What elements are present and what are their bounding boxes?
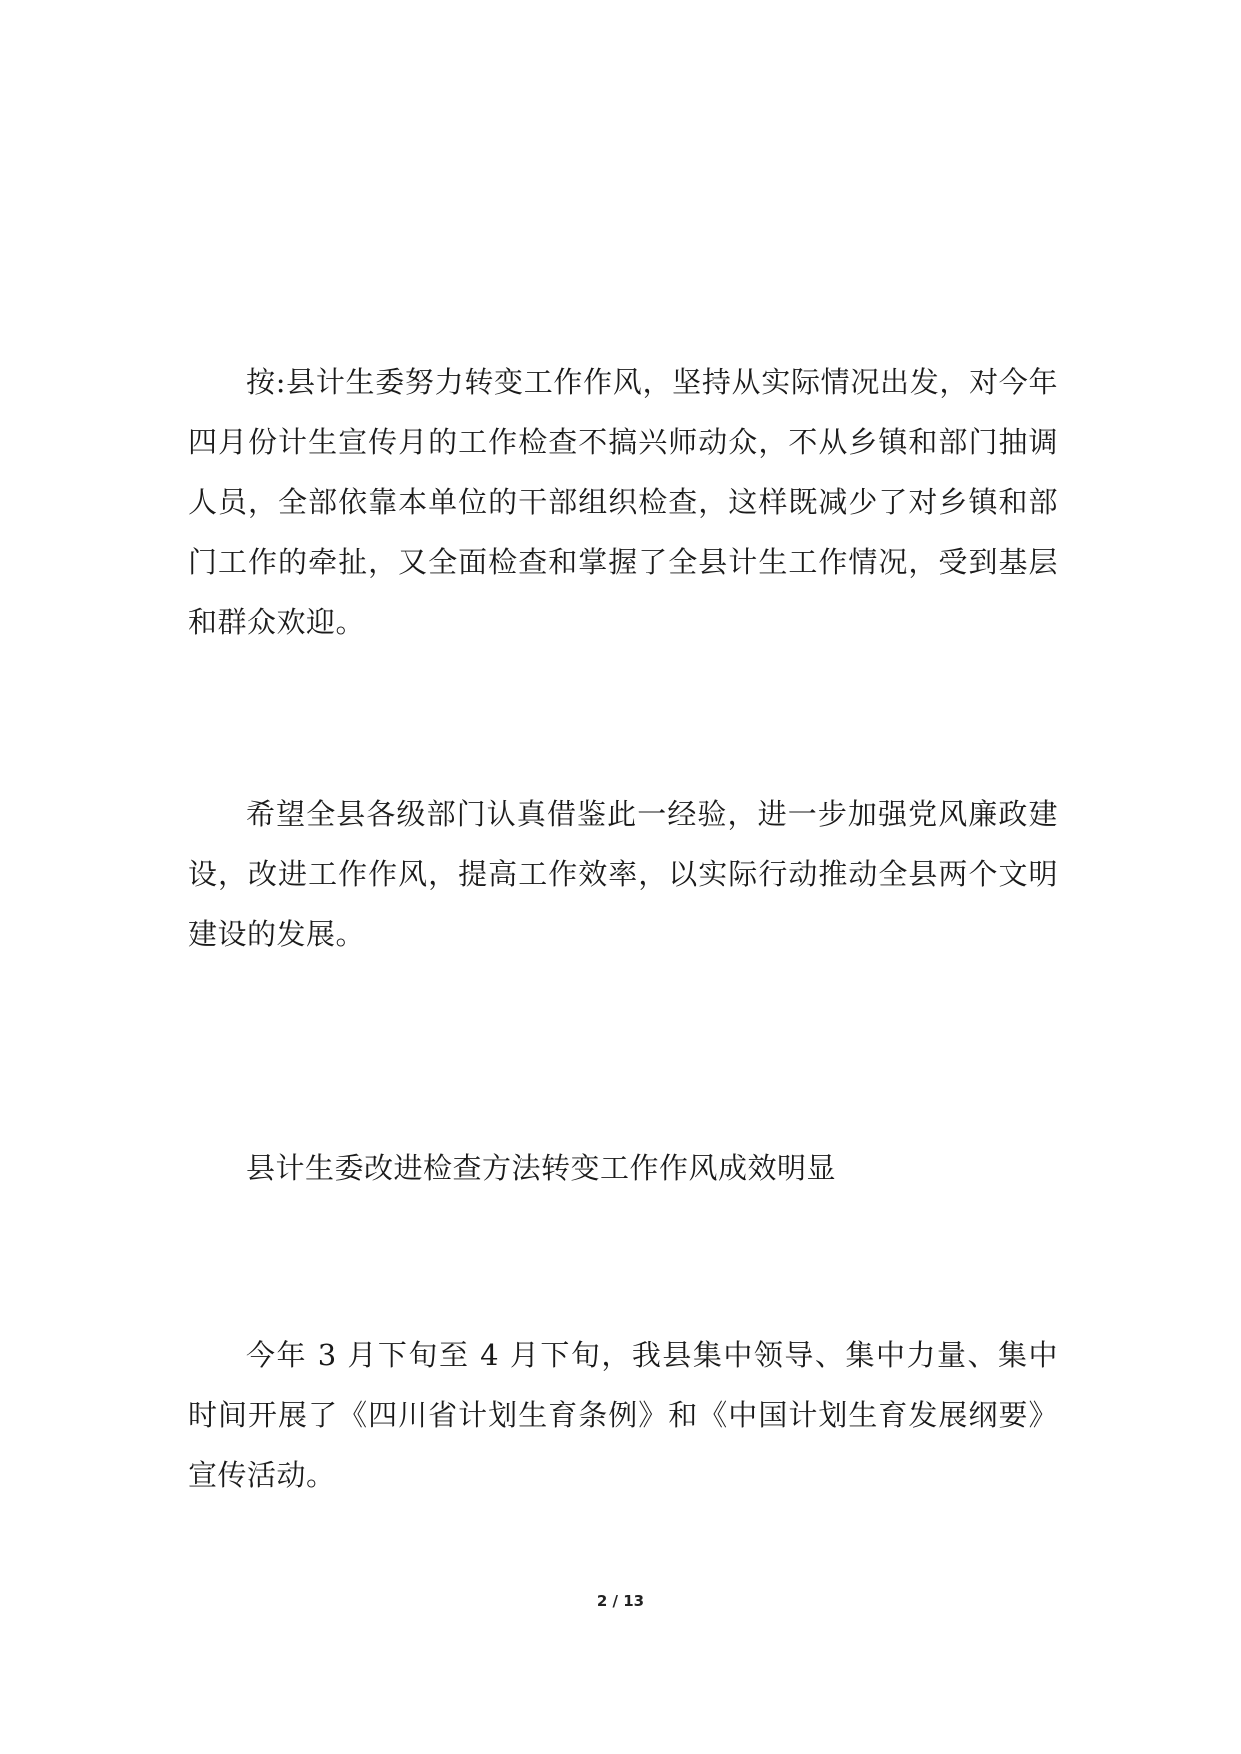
article-headline: 县计生委改进检查方法转变工作作风成效明显 <box>246 1151 837 1185</box>
page-number: 2 / 13 <box>596 1592 645 1610</box>
paragraph-article-body: 今年 3 月下旬至 4 月下旬，我县集中领导、集中力量、集中时间开展了《四川省计划生育条例》和《中国计划生育发展纲要》宣传活动。 <box>188 1338 1058 1492</box>
paragraph-editor-note: 按:县计生委努力转变工作作风，坚持从实际情况出发，对今年四月份计生宣传月的工作检查不搞兴师动众，不从乡镇和部门抽调人员，全部依靠本单位的干部组织检查，这样既减少了对乡镇和部门工作的牵扯，又全面检查和掌握了全县计生工作情况，受到基层和群众欢迎。 <box>188 365 1058 639</box>
paragraph-call-to-action: 希望全县各级部门认真借鉴此一经验，进一步加强党风廉政建设，改进工作作风，提高工作效率，以实际行动推动全县两个文明建设的发展。 <box>188 797 1058 951</box>
